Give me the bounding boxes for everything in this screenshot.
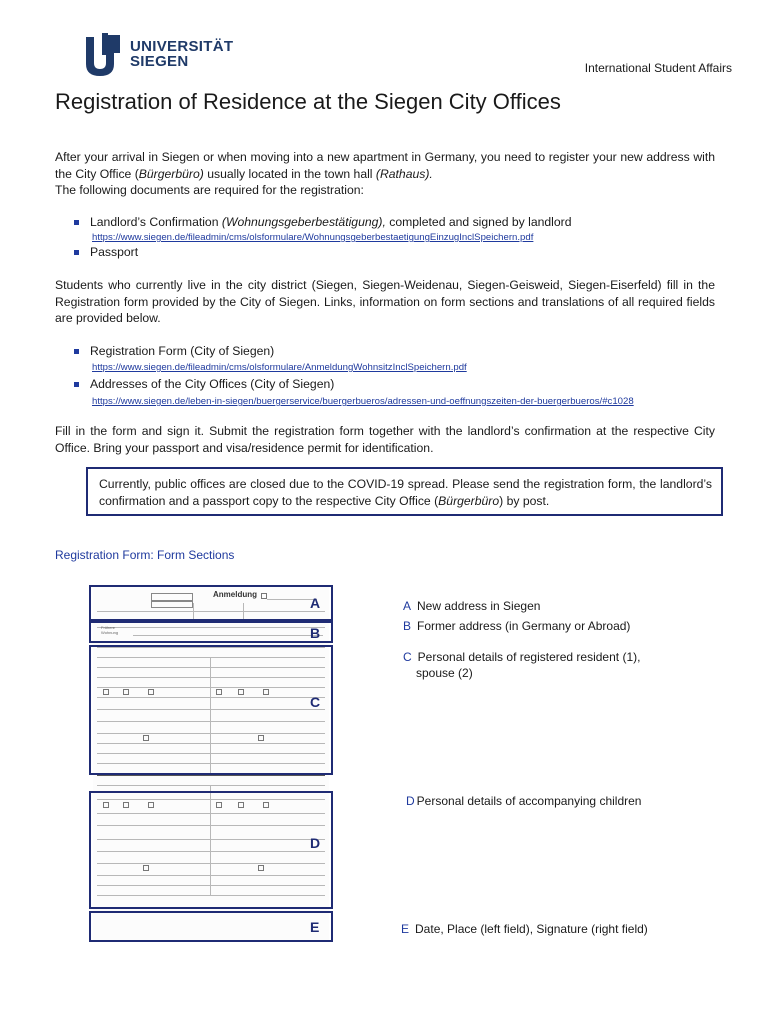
logo-wordmark xyxy=(130,39,233,69)
form-section-d-letter: D xyxy=(310,835,321,851)
legend-text: Former address (in Germany or Abroad) xyxy=(417,619,631,633)
form-section-e-letter: E xyxy=(310,919,320,935)
list-item-label: Landlord’s Confirmation (Wohnungsgeberbestätigung), completed and signed by landlord xyxy=(90,215,572,229)
registration-form-link[interactable]: https://www.siegen.de/fileadmin/cms/olsformulare/AnmeldungWohnsitzInclSpeichern.pdf xyxy=(92,362,467,373)
form-section-d-frame xyxy=(89,791,333,909)
legend-key: A xyxy=(403,599,412,613)
university-logo-mark-icon xyxy=(84,33,124,77)
registration-form-preview xyxy=(89,585,333,942)
intro-paragraph xyxy=(55,149,715,199)
landlord-confirmation-link[interactable]: https://www.siegen.de/fileadmin/cms/olsformulare/WohnungsgeberbestaetigungEinzugInclSpeichern.pdf xyxy=(92,232,534,243)
legend-item-c xyxy=(403,650,640,664)
list-item xyxy=(74,377,474,394)
form-page: Anmeldung Frühere Wohnung xyxy=(93,585,329,942)
logo-line-1: UNIVERSITÄT xyxy=(130,38,234,55)
intro-text: After your arrival in Siegen or when moving into a new apartment in Germany, you need to register your new address with the City Office (Bürgerbüro) usually located in the town hall (Rathaus). xyxy=(55,150,715,181)
legend-text: New address in Siegen xyxy=(417,599,541,613)
covid-notice-box xyxy=(86,467,723,516)
legend-text: Date, Place (left field), Signature (right field) xyxy=(415,922,648,936)
legend-item-c-cont: spouse (2) xyxy=(416,666,473,680)
legend-key: E xyxy=(401,922,410,936)
legend-item-d xyxy=(406,794,641,808)
legend-item-a xyxy=(403,599,540,613)
university-logo xyxy=(84,33,264,78)
list-item-label: Addresses of the City Offices (City of Siegen) xyxy=(90,377,335,391)
form-section-e-frame xyxy=(89,911,333,942)
fill-paragraph xyxy=(55,423,715,456)
legend-item-b xyxy=(403,619,630,633)
list-item xyxy=(74,344,474,361)
bullet-icon xyxy=(74,382,79,387)
form-section-b-frame xyxy=(89,621,333,643)
legend-text: Personal details of registered resident (1), xyxy=(417,650,641,664)
intro-text-2: The following documents are required for the registration: xyxy=(55,183,364,197)
form-title: Anmeldung xyxy=(213,590,257,599)
list-item-label: Registration Form (City of Siegen) xyxy=(90,344,275,358)
list-item-label: Passport xyxy=(90,245,139,259)
fill-text: Fill in the form and sign it. Submit the registration form together with the landlord’s confirmation at the respective City Office. Bring your passport and visa/residence permit for identification. xyxy=(55,424,715,455)
form-section-c-letter: C xyxy=(310,694,321,710)
covid-notice-text: Currently, public offices are closed due to the COVID-19 spread. Please send the registration form, the landlord’s confirmation and a passport copy to the respective City Office (Bürgerbüro) by post. xyxy=(99,477,712,508)
department-label: International Student Affairs xyxy=(584,61,732,75)
page-title: Registration of Residence at the Siegen City Offices xyxy=(55,89,561,114)
form-section-b-letter: B xyxy=(310,625,321,641)
students-paragraph xyxy=(55,277,715,327)
form-section-c-frame xyxy=(89,645,333,775)
form-section-a-frame xyxy=(89,585,333,621)
logo-line-2: SIEGEN xyxy=(130,53,189,70)
form-section-a-letter: A xyxy=(310,595,321,611)
legend-text: Personal details of accompanying children xyxy=(416,794,642,808)
list-item xyxy=(74,215,714,232)
students-text: Students who currently live in the city district (Siegen, Siegen-Weidenau, Siegen-Geisweid, Siegen-Eiserfeld) fill in the Registration form provided by the City of Siegen. Links, information on form sections and translations of all required fields are provided below. xyxy=(55,278,715,325)
list-item xyxy=(74,245,374,262)
form-sections-heading: Registration Form: Form Sections xyxy=(55,548,235,562)
city-offices-link[interactable]: https://www.siegen.de/leben-in-siegen/buergerservice/buergerbueros/adressen-und-oeffnungszeiten-der-buergerbueros/#c1028 xyxy=(92,396,634,407)
legend-item-e xyxy=(401,922,648,936)
bullet-icon xyxy=(74,349,79,354)
legend-key: D xyxy=(406,794,415,808)
bullet-icon xyxy=(74,250,79,255)
legend-key: B xyxy=(403,619,412,633)
bullet-icon xyxy=(74,220,79,225)
legend-key: C xyxy=(403,650,412,664)
